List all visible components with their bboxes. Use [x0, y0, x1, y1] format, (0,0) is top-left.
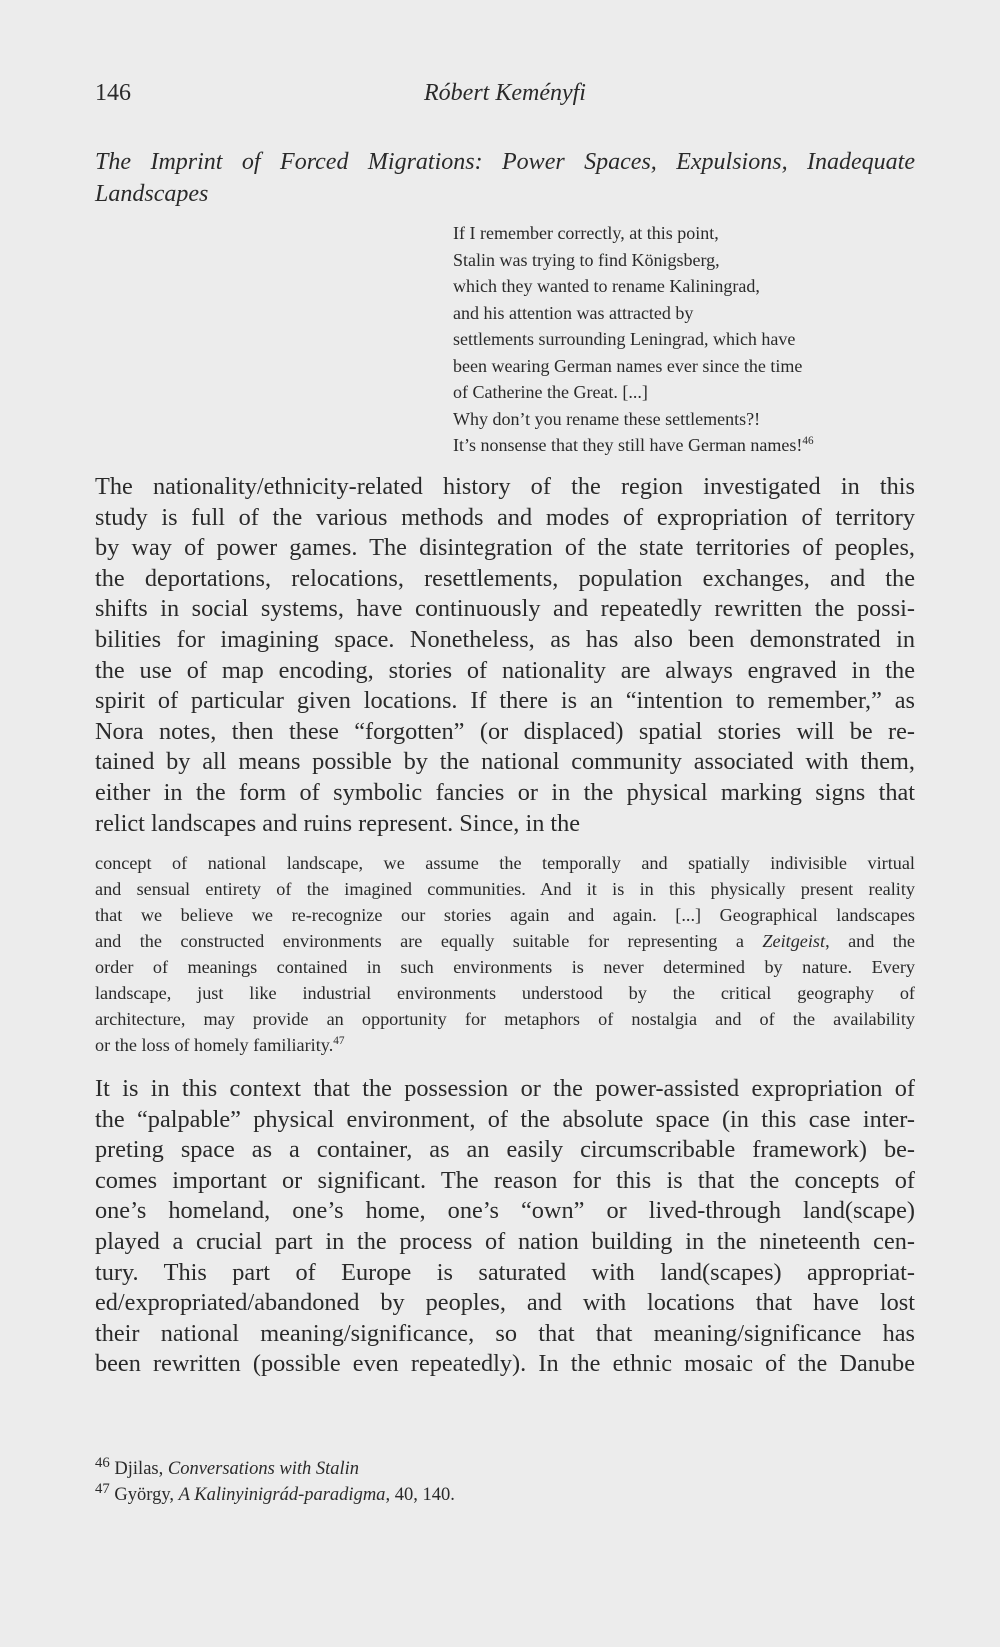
- footnote-author: György,: [114, 1485, 179, 1505]
- text-line: the deportations, relocations, resettlements, population exchanges, and the: [95, 564, 915, 592]
- block-quote: [95, 850, 915, 1058]
- body-paragraph-2: [95, 1074, 915, 1380]
- text-line: tained by all means possible by the national community associated with them,: [95, 748, 915, 776]
- footnote-title: Conversations with Stalin: [167, 1459, 360, 1479]
- running-head: Róbert Keményfi: [424, 80, 586, 106]
- quote-line: that we believe we re-recognize our stories again and again. [...] Geographical landscapes: [95, 905, 915, 925]
- footnote-ref-47[interactable]: 47: [333, 1034, 345, 1047]
- page-header: [95, 80, 915, 120]
- text-line: bilities for imagining space. Nonetheless, as has also been demonstrated in: [95, 625, 915, 653]
- quote-line: landscape, just like industrial environments understood by the critical geography of: [95, 983, 915, 1003]
- epigraph-line: settlements surrounding Leningrad, which have: [453, 329, 796, 349]
- quote-line: architecture, may provide an opportunity for metaphors of nostalgia and of the availability: [95, 1009, 915, 1029]
- epigraph: [453, 220, 915, 459]
- quote-line: [95, 1032, 915, 1058]
- footnote-rest: , 40, 140.: [385, 1485, 455, 1505]
- quote-line: [95, 928, 915, 954]
- quote-line: order of meanings contained in such environments is never determined by nature. Every: [95, 957, 915, 977]
- footnote-47: [95, 1482, 915, 1508]
- text-line: either in the form of symbolic fancies or in the physical marking signs that: [95, 778, 915, 806]
- quote-text: and the constructed environments are equally suitable for representing a: [95, 931, 744, 951]
- text-line: by way of power games. The disintegration of the state territories of peoples,: [95, 534, 915, 562]
- text-line: the use of map encoding, stories of nationality are always engraved in the: [95, 656, 915, 684]
- zeitgeist-term: Zeitgeist: [762, 931, 826, 951]
- epigraph-line: If I remember correctly, at this point,: [453, 223, 719, 243]
- footnote-number: 46: [95, 1454, 110, 1471]
- text-line: one’s homeland, one’s home, one’s “own” or lived-through land(scape): [95, 1197, 915, 1225]
- text-line: study is full of the various methods and modes of expropriation of territory: [95, 503, 915, 531]
- footnote-ref-46[interactable]: 46: [802, 435, 814, 447]
- footnote-author: Djilas,: [114, 1459, 168, 1479]
- quote-line: and sensual entirety of the imagined communities. And it is in this physically present reality: [95, 879, 915, 899]
- text-line: Nora notes, then these “forgotten” (or displaced) spatial stories will be re-: [95, 717, 915, 745]
- section-title: The Imprint of Forced Migrations: Power Spaces, Expulsions, Inadequate Landscapes: [95, 149, 915, 207]
- quote-line: concept of national landscape, we assume the temporally and spatially indivisible virtual: [95, 853, 915, 873]
- text-line: tury. This part of Europe is saturated with land(scapes) appropriat-: [95, 1258, 915, 1286]
- epigraph-line: [453, 432, 915, 459]
- footnote-number: 47: [95, 1480, 110, 1497]
- epigraph-line: Stalin was trying to find Königsberg,: [453, 249, 720, 270]
- epigraph-line: Why don’t you rename these settlements?!: [453, 408, 761, 429]
- quote-text: , and the: [825, 931, 916, 951]
- text-line: It is in this context that the possession or the power-assisted expropriation of: [95, 1075, 915, 1102]
- text-line: preting space as a container, as an easily circumscribable framework) be-: [95, 1136, 915, 1164]
- epigraph-line: of Catherine the Great. [...]: [453, 382, 648, 402]
- footnotes: [95, 1456, 915, 1508]
- text-line: comes important or significant. The reason for this is that the concepts of: [95, 1166, 915, 1194]
- page-number: 146: [95, 80, 131, 106]
- text-line: shifts in social systems, have continuously and repeatedly rewritten the possi-: [95, 595, 915, 623]
- text-line: spirit of particular given locations. If there is an “intention to remember,” as: [95, 687, 915, 715]
- text-line: their national meaning/significance, so that that meaning/significance has: [95, 1319, 915, 1347]
- footnote-46: [95, 1456, 915, 1482]
- epigraph-text: It’s nonsense that they still have German names!: [453, 435, 803, 455]
- text-line: the “palpable” physical environment, of the absolute space (in this case inter-: [95, 1105, 915, 1133]
- epigraph-line: which they wanted to rename Kaliningrad,: [453, 276, 760, 296]
- text-line: played a crucial part in the process of nation building in the nineteenth cen-: [95, 1227, 915, 1255]
- epigraph-line: been wearing German names ever since the time: [453, 355, 803, 376]
- text-line: been rewritten (possible even repeatedly). In the ethnic mosaic of the Danube: [95, 1350, 915, 1378]
- footnote-title: A Kalinyinigrád-paradigma: [178, 1485, 386, 1505]
- quote-text: or the loss of homely familiarity.: [95, 1035, 334, 1055]
- epigraph-line: and his attention was attracted by: [453, 302, 694, 323]
- text-line: relict landscapes and ruins represent. Since, in the: [95, 809, 581, 837]
- body-paragraph-1: [95, 472, 915, 839]
- text-line: The nationality/ethnicity-related history of the region investigated in this: [95, 473, 915, 500]
- text-line: ed/expropriated/abandoned by peoples, and with locations that have lost: [95, 1289, 915, 1317]
